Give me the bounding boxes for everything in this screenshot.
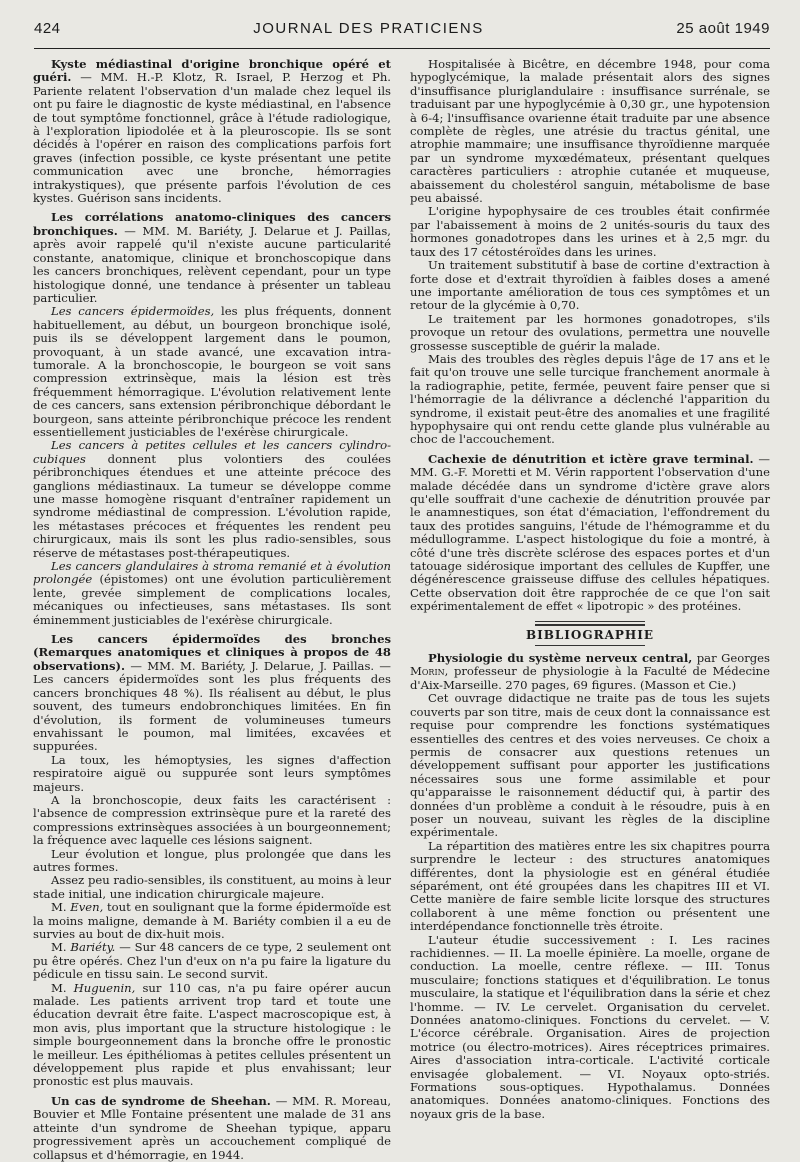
speaker-name: Even, <box>70 900 104 915</box>
article-cancers-epidermoides <box>33 633 391 754</box>
article-authors: — MM. H.-P. Klotz, R. Israel, P. Herzog et Ph. Pariente <box>33 70 391 98</box>
article-correlations <box>33 211 391 305</box>
paragraph: Cet ouvrage didactique ne traite pas de tous les sujets couverts par son titre, mais de ceux dont la connaissance est requise pour comprendre les fonctions systématiques essentielles des centres et des voies nerveuses. Ce choix a permis de consacrer aux questions retenues un développement suffisant pour apporter les justifications nécessaires sous une forme assimilable et pour qu'apparaisse le raisonnement déductif qui, à partir des données d'un problème a conduit à le résoudre, puis à en poser un nouveau, suivant les règles de la discipline expérimentale. <box>410 691 770 840</box>
paragraph-text: (épistomes) ont une évolution particulièrement lente, grevée simplement de complications locales, mécaniques ou infectieuses, sans métastases. Ils sont éminemment justiciables de l'exérèse chirurgicale. <box>33 572 391 627</box>
speaker-name: Huguenin, <box>73 980 136 995</box>
article-body: — Les cancers épidermoïdes sont les plus fréquents des cancers bronchiques 48 %). Ils réalisent au début, le plus souvent, des tumeurs endobronchiques limitées. En fin d'évolution, ils forment de volumineuses tumeurs envahissant le poumon, mal limitées, excavées et suppurées. <box>33 658 391 754</box>
paragraph: Leur évolution et longue, plus prolongée que dans les autres formes. <box>33 846 391 874</box>
paragraph-prefix: M. <box>51 980 67 995</box>
page-header <box>34 20 770 46</box>
article-sheehan <box>33 1095 391 1162</box>
article-title: Les cancers épidermoïdes des bronches (Remarques anatomiques et cliniques à propos de 48 observations). <box>33 632 391 673</box>
paragraph <box>33 560 391 627</box>
bibliography-heading: BIBLIOGRAPHIE <box>525 627 655 642</box>
right-column <box>410 58 770 1121</box>
paragraph-text: sur 110 cas, n'a pu faire opérer aucun malade. Les patients arrivent trop tard et toute une éducation devrait être faite. L'aspect macroscopique est, à mon avis, plus important que la structure histologique : le simple bourgeonnement dans la bronche offre le pronostic le meilleur. Les épithéliomas à petites cellules présentent un développement plus rapide et plus envahissant; leur pronostic est plus mauvais. <box>33 980 392 1089</box>
section-rule <box>535 621 645 622</box>
emphasis: Les cancers à petites cellules et les cancers cylindro-cubiques <box>33 438 391 466</box>
issue-date: 25 août 1949 <box>676 20 770 37</box>
emphasis: Les cancers épidermoïdes, <box>51 304 215 319</box>
article-body: après avoir rappelé qu'il n'existe aucune particularité constante, anatomique, clinique et bronchoscopique dans les cancers bronchiques, relèvent cependant, pour un type histologique donné, une tendance à présenter un tableau particulier. <box>33 237 391 305</box>
paragraph-prefix: M. <box>51 940 67 955</box>
paragraph <box>33 982 391 1089</box>
article-cachexie <box>410 453 770 614</box>
article-body: présentent une malade de 31 ans atteinte d'un syndrome de Sheehan typique, apparu progressivement après un accouchement compliqué de collapsus et d'hémorragie, en 1944. <box>33 1107 391 1162</box>
paragraph: Mais des troubles des règles depuis l'âge de 17 ans et le fait qu'on trouve une selle turcique franchement anormale à la radiographie, petite, fermée, peuvent faire penser que si l'hémorragie de la délivrance a déclenché l'apparition du syndrome, il existait peut-être des anomalies et une fragilité hypophysaire qui ont rendu cette glande plus vulnérable au choc de l'accouchement. <box>410 351 770 447</box>
paragraph <box>33 305 391 439</box>
article-authors: — MM. M. Bariéty, J. Delarue et J. Paillas, <box>124 223 391 238</box>
article-body: rapportent l'observation d'une malade décédée dans un syndrome d'ictère grave alors qu'elle souffrait d'une cachexie de dénutrition prouvée par le anamnestiques, son état d'émaciation, l'effondrement du taux des protides sanguins, l'étude de l'hémogramme et du médullogramme. L'aspect histologique du foie a montré, à côté d'une très discrète sclérose des espaces portes et d'un tatouage sidérosique important des cellules de Kupffer, une dégénérescence graisseuse diffuse des cellules hépatiques. Cette observation doit être rapprochée de ce que l'on sait expérimentalement de effet « lipotropic » des protéines. <box>410 465 771 614</box>
paragraph-text: les plus fréquents, donnent habituellement, au début, un bourgeon bronchique isolé, puis ils se développent largement dans le poumon, provoquant, à un stade avancé, une excavation intra-tumorale. A la bronchoscopie, le bourgeon se voit sans compression extrinsèque, mais la lésion est très fréquemment hémorragique. L'évolution relativement lente de ces cancers, sans extension péribronchique débordant le bourgeon, sans atteinte péribronchique précoce les rendent essentiellement justiciables de l'exérèse chirurgicale. <box>33 304 391 439</box>
paragraph: Le traitement par les hormones gonadotropes, s'ils provoque un retour des ovulations, permettra une nouvelle grossesse susceptible de guérir la malade. <box>410 311 770 353</box>
paragraph-prefix: M. <box>51 900 67 915</box>
paragraph <box>33 439 391 560</box>
journal-title: JOURNAL DES PRATICIENS <box>253 20 484 37</box>
book-author: Morin, <box>410 664 449 679</box>
paragraph-text: — Sur 48 cancers de ce type, 2 seulement ont pu être opérés. Chez l'un d'eux on n'a pu faire la ligature du pédicule en tissu sain. Le second survit. <box>33 940 392 982</box>
section-rule <box>535 624 645 626</box>
section-rule <box>535 645 645 646</box>
article-title: Cachexie de dénutrition et ictère grave terminal. <box>428 451 754 466</box>
paragraph: La répartition des matières entre les six chapitres pourra surprendre le lecteur : des structures anatomiques différentes, dont la physiologie est en général étudiée séparément, ont été groupées dans les chapitres III et VI. Cette manière de faire semble licite lorsque des structures collaborent à une même fonction ou présentent une interdépendance fonctionnelle très étroite. <box>410 838 770 934</box>
article-title: Un cas de syndrome de Sheehan. <box>51 1093 271 1108</box>
article-authors: — MM. G.-F. Moretti et M. Vérin <box>410 451 771 480</box>
speaker-name: Bariéty. <box>70 940 116 955</box>
paragraph-text: tout en soulignant que la forme épidermoïde est la moins maligne, demande à M. Bariéty combien il a eu de survies au bout de dix-huit mois. <box>33 900 392 941</box>
book-author-prefix: par Georges <box>696 651 770 666</box>
paragraph-text: donnent plus volontiers des coulées péribronchiques étendues et une atteinte précoce des ganglions médiastinaux. La tumeur se développe comme une masse homogène risquant d'entraîner rapidement un syndrome médiastinal de compression. L'évolution rapide, les métastases précoces et fréquentes les rendent peu chirurgicaux, mais ils sont les plus radio-sensibles, sous réserve de métastases post-thérapeutiques. <box>33 451 391 560</box>
article-body: relatent l'observation d'un malade chez lequel ils ont pu faire le diagnostic de kyste médiastinal, en l'absence de tout symptôme fonctionnel, grâce à l'étude radiologique, à l'exploration lipiodolée et à la pleuroscopie. Ils se sont décidés à l'opérer en raison des complications parfois fort graves (infection possible, ce kyste présentant une petite communication avec une bronche, hémorragies intrakystiques), que présente parfois l'évolution de ces kystes. Guérison sans incidents. <box>33 83 391 206</box>
paragraph: Hospitalisée à Bicêtre, en décembre 1948, pour coma hypoglycémique, la malade présentait alors des signes d'insuffisance pluriglandulaire : insuffisance surrénale, se traduisant par une hypoglycémie à 0,30 gr., une hypotension à 6-4; l'insuffisance ovarienne était traduite par une absence complète de règles, une atrésie du tractus génital, une atrophie mammaire; une insuffisance thyroïdienne marquée par un syndrome myxœdémateux, présentant quelques caractères particuliers : atrophie cutanée et muqueuse, abaissement du cholestérol sanguin, métabolisme de base peu abaissé. <box>410 57 770 206</box>
book-entry <box>410 652 770 692</box>
paragraph <box>33 941 391 981</box>
paragraph: L'auteur étudie successivement : I. Les racines rachidiennes. — II. La moelle épinière. La moelle, organe de conduction. La moelle, centre réflexe. — III. Tonus musculaire; fonctions statiques et d'équilibration. Le tonus musculaire, la statique et l'équilibration dans la série et chez l'homme. — IV. Le cervelet. Organisation du cervelet. Données anatomo-cliniques. Fonctions du cervelet. — V. L'écorce cérébrale. Organisation. Aires de projection motrice (ou électro-motrices). Aires réceptrices primaires. Aires d'association intra-corticale. L'activité corticale envisagée globalement. — VI. Noyaux opto-striés. Formations sous-optiques. Hypothalamus. Données anatomiques. Données anatomo-cliniques. Fonctions des noyaux gris de la base. <box>410 932 770 1121</box>
paragraph <box>33 901 391 941</box>
paragraph: Un traitement substitutif à base de cortine d'extraction à forte dose et d'extrait thyroïdien à faibles doses a amené une importante amélioration de tous ces symptômes et un retour de la glycémie à 0,70. <box>410 258 770 313</box>
header-rule <box>34 48 770 49</box>
article-authors: — MM. R. Moreau, Bouvier et Mlle Fontaine <box>33 1093 391 1122</box>
article-authors: — MM. M. Bariéty, J. Delarue, J. Paillas. <box>130 658 375 673</box>
paragraph: La toux, les hémoptysies, les signes d'affection respiratoire aiguë ou suppurée sont leurs symptômes majeurs. <box>33 752 391 794</box>
paragraph: L'origine hypophysaire de ces troubles était confirmée par l'abaissement à moins de 2 unités-souris du taux des hormones gonadotropes dans les urines et à 2,5 mgr. du taux des 17 cétostéroïdes dans les urines. <box>410 204 770 259</box>
emphasis: Les cancers glandulaires à stroma remanié et à évolution prolongée <box>33 559 391 587</box>
book-meta: professeur de physiologie à la Faculté de Médecine d'Aix-Marseille. 270 pages, 69 figures. (Masson et Cie.) <box>410 664 771 692</box>
article-kyste <box>33 58 391 205</box>
page-number: 424 <box>34 20 61 37</box>
article-title: Les corrélations anatomo-cliniques des cancers bronchiques. <box>33 210 391 238</box>
article-title: Kyste médiastinal d'origine bronchique opéré et guéri. <box>33 57 391 85</box>
book-title: Physiologie du système nerveux central, <box>428 651 693 666</box>
paragraph: A la bronchoscopie, deux faits les caractérisent : l'absence de compression extrinsèque pure et la rareté des compressions extrinsèques associées à un bourgeonnement; la fréquence avec laquelle ces lésions saignent. <box>33 792 391 848</box>
left-column <box>33 58 391 1162</box>
paragraph: Assez peu radio-sensibles, ils constituent, au moins à leur stade initial, une indication chirurgicale majeure. <box>33 873 391 901</box>
